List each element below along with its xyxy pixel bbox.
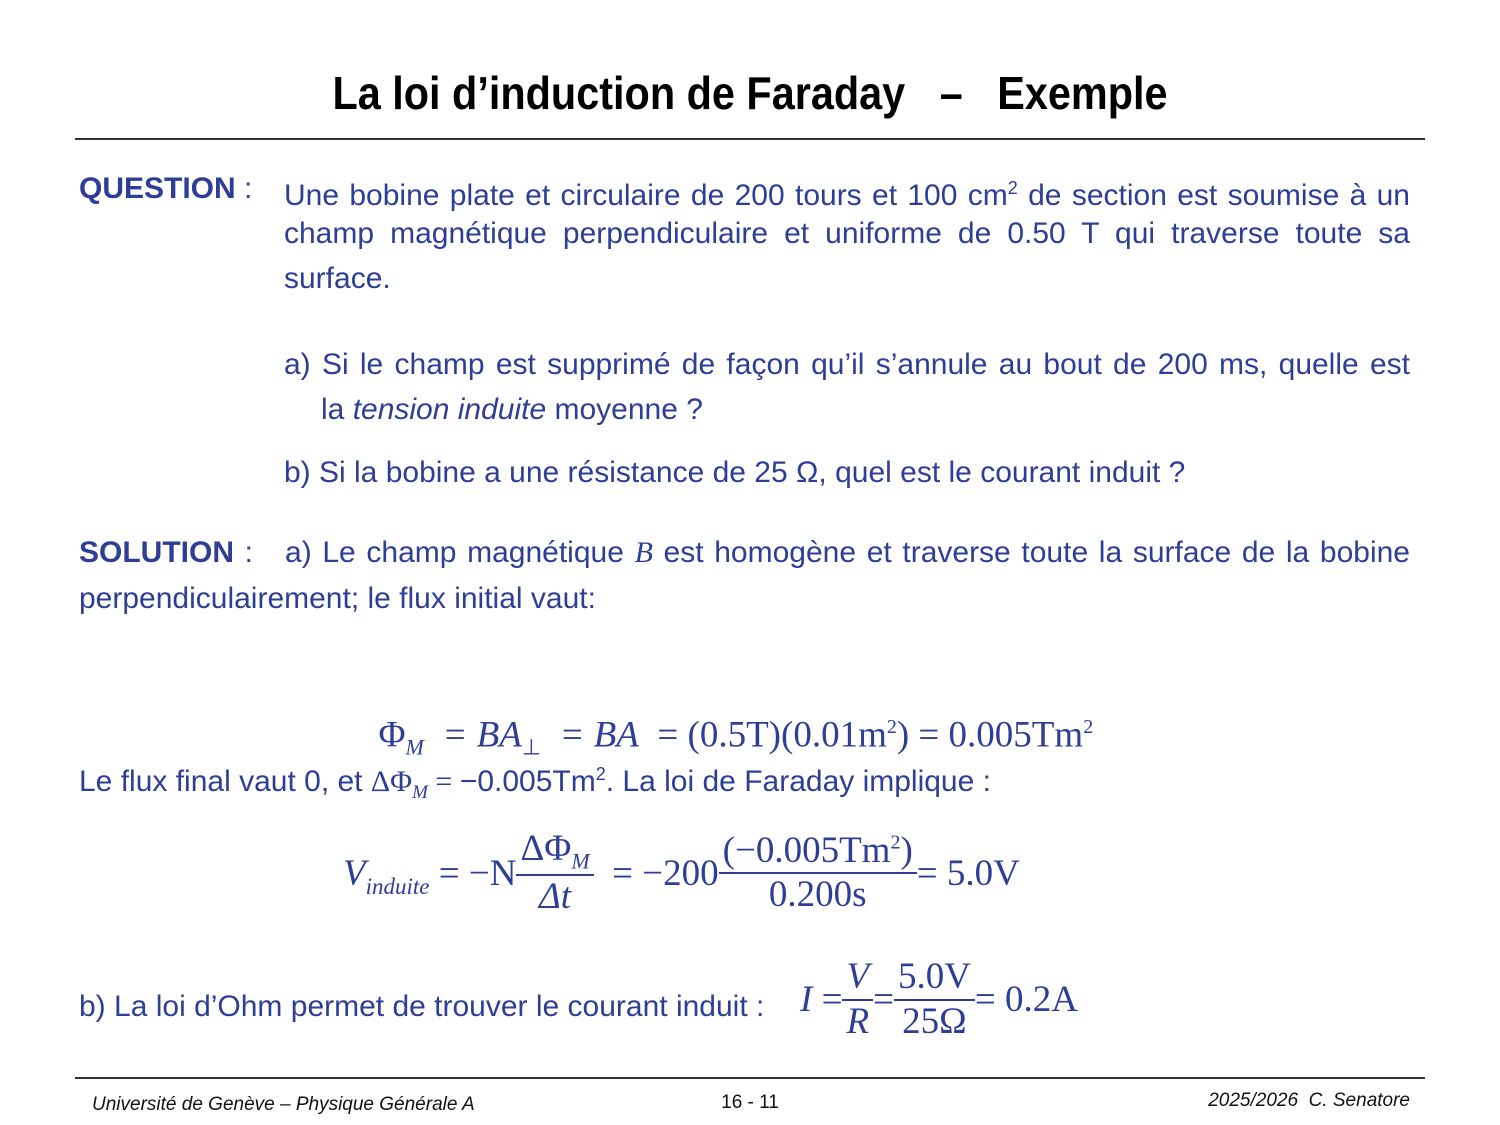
eq2-minus-n: = −N	[438, 852, 517, 894]
question-a-line-1: a) Si le champ est supprimé de façon qu’il s’annule au bout de 200 ms, quelle est	[284, 348, 1410, 381]
footer-right: 2025/2026 C. Senatore	[1208, 1090, 1410, 1111]
flux-final-sup: 2	[595, 764, 606, 784]
question-line-1-end: de section est soumise à un	[1017, 179, 1410, 212]
eq2-fraction-2	[719, 830, 917, 917]
footer-left: Université de Genève – Physique Générale A	[92, 1094, 475, 1115]
eq1-numeric: = (0.5T)(0.01m	[657, 714, 887, 756]
solution-label: SOLUTION	[79, 536, 234, 569]
eq3-den-2: 25Ω	[902, 1000, 967, 1042]
eq3-result: = 0.2A	[974, 979, 1079, 1021]
eq3-fraction-2	[894, 956, 975, 1043]
question-a-italic: tension induite	[352, 393, 547, 426]
solution-var-b: B	[634, 536, 653, 569]
eq2-num-1: ΔΦ	[520, 828, 572, 869]
solution-sep: :	[234, 536, 254, 569]
flux-final-pre: Le flux final vaut 0, et	[79, 765, 371, 798]
flux-final-delta-phi: ΔΦ	[370, 765, 413, 798]
eq2-result: = 5.0V	[916, 852, 1020, 894]
flux-final-post: . La loi de Faraday implique :	[605, 765, 991, 798]
question-a-line-2	[321, 387, 703, 432]
eq1-phi: Φ	[378, 714, 406, 756]
eq3-eq-b: =	[873, 979, 894, 1021]
footer-page-number: 16 - 11	[721, 1092, 779, 1113]
question-a-line-2-pre: la	[321, 393, 353, 426]
ohm-equation	[800, 956, 1078, 1043]
solution-line-1-post: est homogène et traverse toute la surface de la bobine	[652, 536, 1410, 569]
eq3-num-2: 5.0V	[894, 956, 975, 1001]
question-label: QUESTION	[79, 172, 236, 205]
eq2-num-1-sub: M	[571, 848, 590, 874]
question-line-2: champ magnétique perpendiculaire et uniforme de 0.50 T qui traverse toute sa	[284, 217, 1410, 250]
eq2-v: V	[343, 852, 366, 894]
ohm-line: b) La loi d’Ohm permet de trouver le courant induit :	[79, 990, 765, 1023]
eq2-fraction-1	[516, 828, 593, 918]
eq2-sub-induite: induite	[365, 874, 430, 900]
flux-final-eq: =	[427, 765, 460, 798]
eq1-sup: 2	[886, 716, 897, 738]
eq2-minus-200: = −200	[612, 852, 719, 894]
eq1-result: ) = 0.005Tm	[896, 714, 1084, 756]
eq2-den-1: Δt	[539, 875, 572, 917]
solution-line-1	[79, 530, 1410, 575]
solution-line-1-pre: a) Le champ magnétique	[285, 536, 635, 569]
question-line-1-sup: 2	[1007, 178, 1018, 198]
eq3-num-1: V	[842, 956, 873, 1001]
slide-title: La loi d’induction de Faraday – Exemple	[332, 67, 1168, 119]
eq3-fraction-1	[842, 956, 873, 1043]
eq1-ba-perp: = BA	[442, 714, 522, 756]
eq2-num-2-close: )	[900, 829, 913, 871]
title-divider	[75, 138, 1425, 140]
footer-divider	[75, 1077, 1425, 1079]
eq1-perp: ⊥	[521, 734, 541, 760]
question-label-row	[79, 166, 252, 211]
eq2-den-2: 0.200s	[768, 874, 867, 916]
eq3-i: I	[800, 979, 813, 1021]
eq1-sub-m: M	[405, 734, 424, 760]
eq1-result-sup: 2	[1083, 716, 1094, 738]
flux-final-line	[79, 752, 991, 815]
question-b-line: b) Si la bobine a une résistance de 25 Ω, quel est le courant induit ?	[284, 456, 1186, 489]
eq2-num-2-sup: 2	[890, 831, 901, 854]
eq2-num-2: (−0.005Tm	[722, 829, 891, 871]
question-line-3: surface.	[284, 262, 391, 295]
solution-line-2: perpendiculairement; le flux initial vaut:	[79, 582, 596, 615]
question-line-1-text: Une bobine plate et circulaire de 200 tours et 100 cm	[284, 179, 1008, 212]
question-sep: :	[235, 172, 253, 205]
flux-final-val: −0.005Tm	[459, 765, 596, 798]
question-a-line-2-post: moyenne ?	[546, 393, 703, 426]
eq3-eq-a: =	[821, 979, 843, 1021]
faraday-equation	[343, 828, 1020, 918]
flux-final-sub: M	[412, 782, 428, 803]
eq1-ba: = BA	[559, 714, 639, 756]
eq3-den-1: R	[846, 1000, 870, 1042]
